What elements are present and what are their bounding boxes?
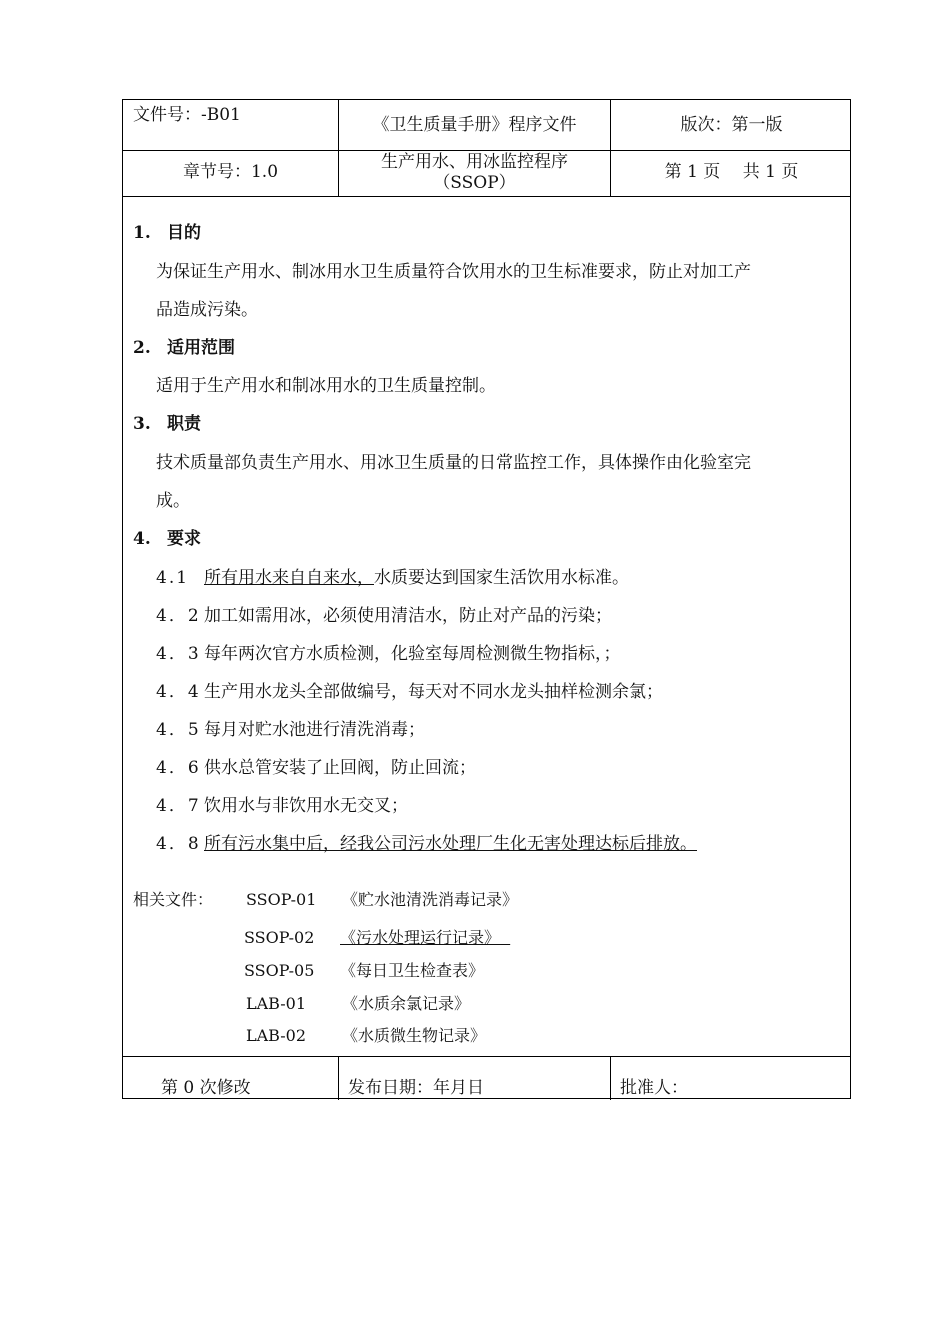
footer-top-border bbox=[123, 1056, 850, 1057]
requirement-number: 4．3 bbox=[156, 644, 201, 664]
related-doc-item bbox=[244, 925, 510, 948]
requirement-number: 4．8 bbox=[156, 834, 201, 854]
requirement-text: 每月对贮水池进行清洗消毒； bbox=[204, 720, 425, 740]
section-heading-scope bbox=[133, 333, 235, 358]
purpose-text-line2: 品造成污染。 bbox=[156, 300, 258, 320]
section-heading-duty bbox=[133, 409, 201, 434]
header-divider bbox=[123, 150, 850, 151]
requirement-item bbox=[156, 715, 425, 740]
related-doc-name: 《污水处理运行记录》 bbox=[340, 928, 501, 947]
procedure-title-line2: （SSOP） bbox=[433, 173, 516, 193]
related-doc-item bbox=[246, 1023, 486, 1046]
issue-date: 发布日期：年月日 bbox=[348, 1078, 484, 1098]
requirement-item bbox=[156, 639, 621, 664]
header-bottom-border bbox=[123, 196, 850, 197]
requirement-underlined-text: 所有污水集中后，经我公司污水处理厂生化无害处理达标后排放。 bbox=[204, 834, 697, 854]
related-doc-code: LAB-02 bbox=[246, 1026, 306, 1045]
requirement-text: 加工如需用冰，必须使用清洁水，防止对产品的污染； bbox=[204, 606, 612, 626]
related-doc-code: SSOP-01 bbox=[246, 890, 317, 909]
requirement-number: 4．6 bbox=[156, 758, 201, 778]
section-title: 目的 bbox=[167, 223, 201, 243]
version: 版次：第一版 bbox=[680, 115, 783, 135]
duty-text-line1: 技术质量部负责生产用水、用冰卫生质量的日常监控工作，具体操作由化验室完 bbox=[156, 453, 751, 473]
related-doc-item bbox=[246, 887, 518, 910]
chapter-number: 章节号：1.0 bbox=[182, 162, 279, 182]
section-number: 2. bbox=[133, 338, 151, 358]
doc-number: 文件号：-B01 bbox=[133, 105, 241, 125]
requirement-underlined-text: 所有用水来自自来水， bbox=[204, 568, 374, 588]
requirement-text: 生产用水龙头全部做编号，每天对不同水龙头抽样检测余氯； bbox=[204, 682, 663, 702]
section-title: 职责 bbox=[167, 414, 201, 434]
related-doc-name: 《水质微生物记录》 bbox=[342, 1026, 487, 1045]
purpose-text-line1: 为保证生产用水、制冰用水卫生质量符合饮用水的卫生标准要求，防止对加工产 bbox=[156, 262, 751, 282]
related-doc-name: 《每日卫生检查表》 bbox=[340, 961, 485, 980]
duty-text-line2: 成。 bbox=[156, 491, 190, 511]
section-number: 3. bbox=[133, 414, 151, 434]
procedure-title-line1: 生产用水、用冰监控程序 bbox=[381, 152, 568, 172]
section-title: 要求 bbox=[167, 529, 201, 549]
footer-col-divider-2 bbox=[610, 1056, 611, 1100]
requirement-number: 4．7 bbox=[156, 796, 201, 816]
requirement-item bbox=[156, 677, 663, 702]
requirement-number: 4．2 bbox=[156, 606, 201, 626]
related-doc-code: SSOP-02 bbox=[244, 928, 315, 947]
requirement-number: 4．5 bbox=[156, 720, 201, 740]
document-frame bbox=[122, 99, 851, 1099]
scope-text: 适用于生产用水和制冰用水的卫生质量控制。 bbox=[156, 376, 496, 396]
requirement-text: 供水总管安装了止回阀，防止回流； bbox=[204, 758, 476, 778]
page-info: 第 1 页 共 1 页 bbox=[664, 162, 799, 182]
revision-number: 第 0 次修改 bbox=[161, 1078, 251, 1098]
requirement-text: 饮用水与非饮用水无交叉； bbox=[204, 796, 408, 816]
requirement-number: 4.1 bbox=[156, 568, 190, 588]
requirement-item bbox=[156, 791, 408, 816]
related-docs-label: 相关文件： bbox=[133, 890, 214, 909]
section-heading-purpose bbox=[133, 218, 201, 243]
requirement-item bbox=[156, 601, 612, 626]
approver: 批准人： bbox=[620, 1078, 688, 1098]
section-title: 适用范围 bbox=[167, 338, 235, 358]
requirement-text: 水质要达到国家生活饮用水标准。 bbox=[374, 568, 629, 588]
requirement-item bbox=[156, 753, 476, 778]
requirement-item bbox=[156, 563, 629, 588]
section-number: 4. bbox=[133, 529, 151, 549]
related-doc-code: LAB-01 bbox=[246, 994, 306, 1013]
related-doc-code: SSOP-05 bbox=[244, 961, 315, 980]
related-doc-name: 《水质余氯记录》 bbox=[342, 994, 471, 1013]
related-doc-item bbox=[244, 958, 484, 981]
related-doc-item bbox=[246, 991, 470, 1014]
section-heading-requirements bbox=[133, 524, 201, 549]
manual-title: 《卫生质量手册》程序文件 bbox=[372, 115, 577, 135]
section-number: 1. bbox=[133, 223, 151, 243]
footer-col-divider-1 bbox=[338, 1056, 339, 1100]
requirement-text: 每年两次官方水质检测，化验室每周检测微生物指标，； bbox=[204, 644, 621, 664]
requirement-number: 4．4 bbox=[156, 682, 201, 702]
requirement-item bbox=[156, 829, 697, 854]
related-doc-name: 《贮水池清洗消毒记录》 bbox=[342, 890, 519, 909]
